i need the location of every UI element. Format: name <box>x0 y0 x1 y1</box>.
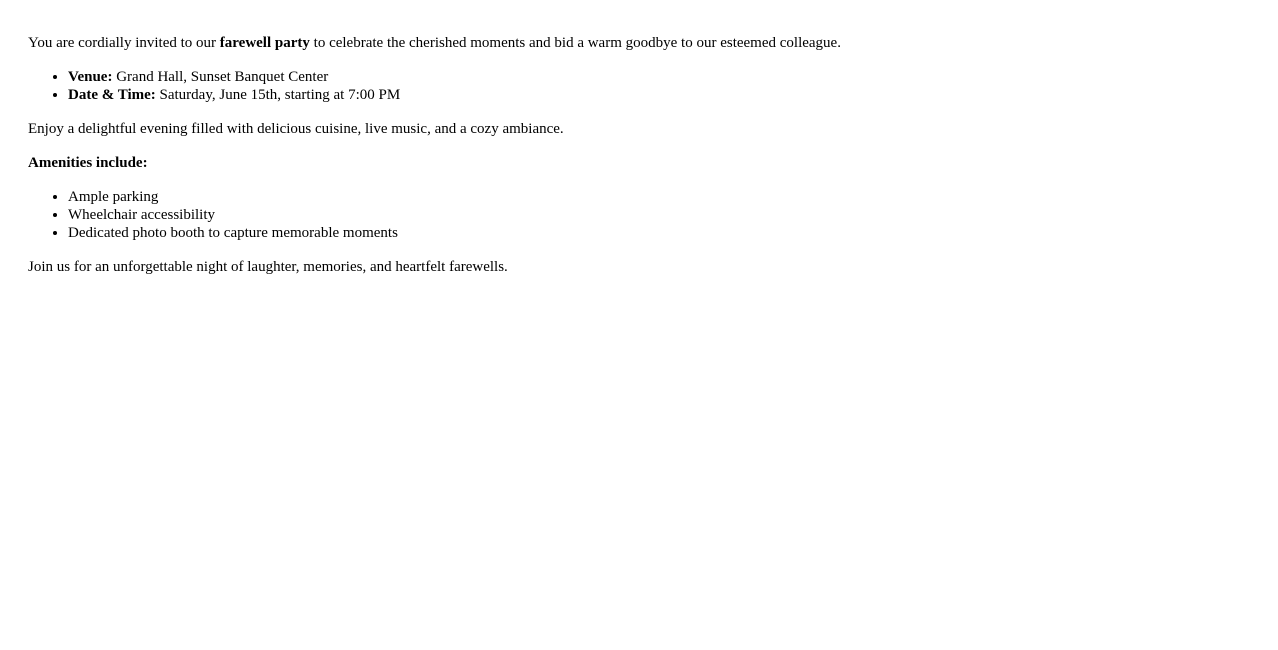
spacer <box>28 172 1248 188</box>
amenity-item: • Wheelchair accessibility <box>68 206 1248 224</box>
closing-paragraph: Join us for an unforgettable night of laughter, memories, and heartfelt farewells. <box>28 259 508 275</box>
spacer <box>28 18 1248 34</box>
evening-paragraph: Enjoy a delightful evening filled with delicious cuisine, live music, and a cozy ambiance. <box>28 121 564 137</box>
spacer <box>28 52 1248 68</box>
amenity-item: • Ample parking <box>68 188 1248 206</box>
detail-label: Date & Time: <box>68 87 156 103</box>
amenities-list <box>28 188 1248 242</box>
details-list <box>28 68 1248 104</box>
amenity-item: • Dedicated photo booth to capture memorable moments <box>68 224 1248 242</box>
invitation-document <box>28 18 1248 276</box>
spacer <box>28 104 1248 120</box>
spacer <box>28 242 1248 258</box>
intro-emphasis: farewell party <box>219 35 310 51</box>
detail-value: Saturday, June 15th, starting at 7:00 PM <box>155 87 401 103</box>
intro-text-before: You are cordially invited to our <box>28 35 220 51</box>
intro-text-after: to celebrate the cherished moments and bid a warm goodbye to our esteemed colleague. <box>309 35 841 51</box>
intro-paragraph <box>28 34 1248 52</box>
detail-label: Venue: <box>68 69 113 85</box>
spacer <box>28 138 1248 154</box>
amenities-heading-paragraph <box>28 154 1248 172</box>
detail-date-time <box>68 86 1248 104</box>
detail-venue <box>68 68 1248 86</box>
detail-value: Grand Hall, Sunset Banquet Center <box>112 69 329 85</box>
amenities-heading: Amenities include: <box>28 155 148 171</box>
